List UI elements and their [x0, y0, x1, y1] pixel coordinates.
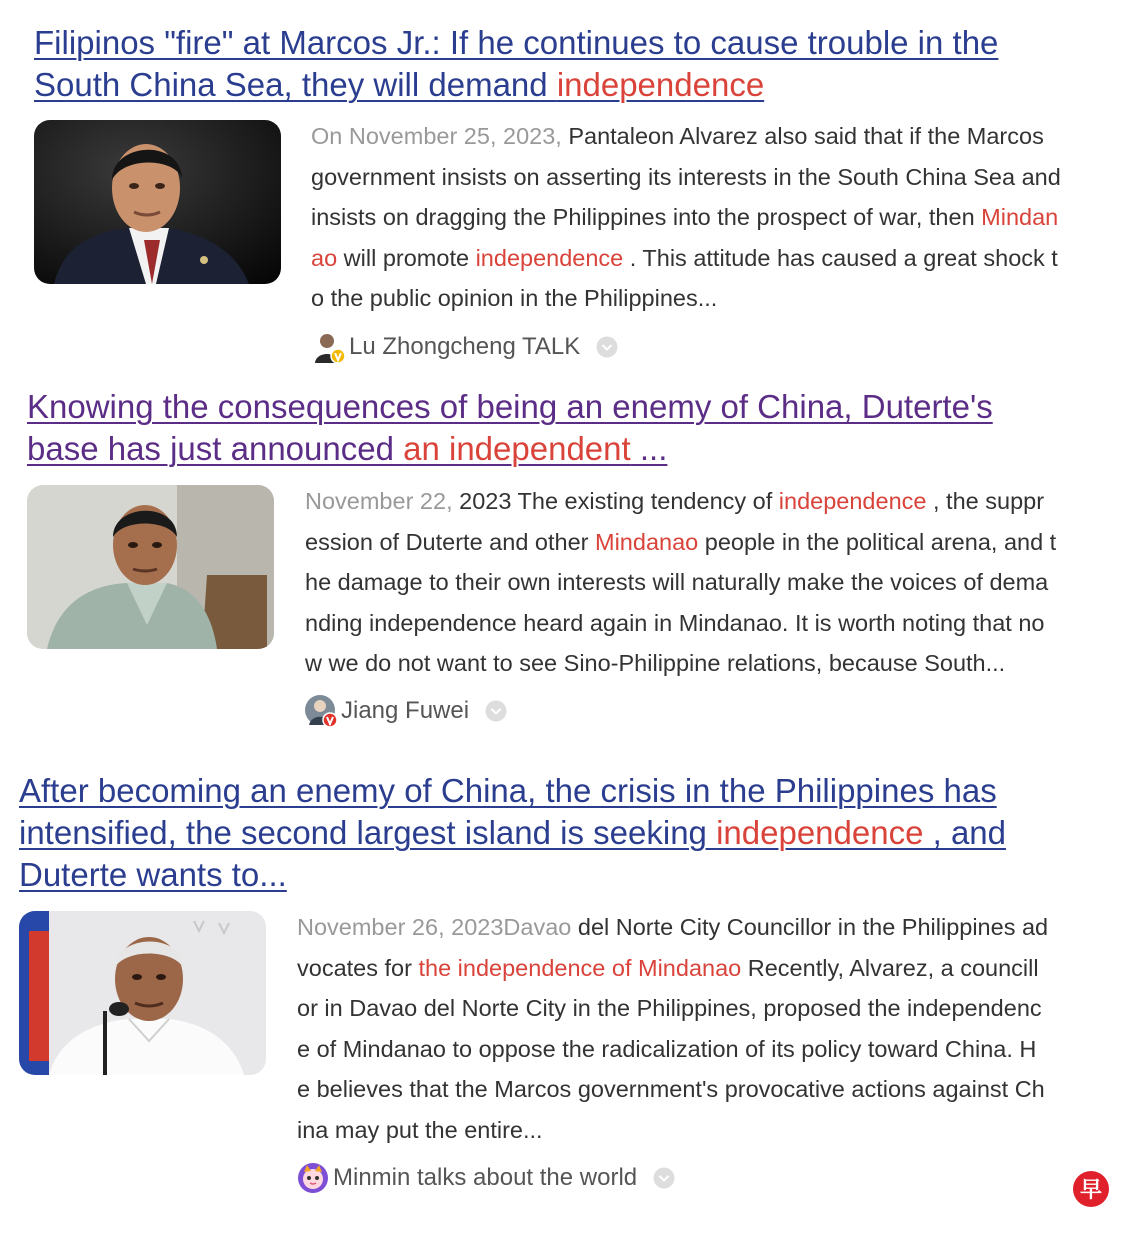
- snippet-text: nding independence heard again in Mindanao. It is worth noting that no: [305, 609, 1045, 636]
- result-thumbnail[interactable]: [27, 485, 274, 649]
- snippet-line: [297, 1029, 1048, 1070]
- snippet-highlight: Mindanao: [595, 528, 699, 555]
- snippet-date: November 26, 2023Davao: [297, 914, 572, 940]
- snippet-text: o the public opinion in the Philippines...: [311, 285, 718, 312]
- title-line: [34, 22, 998, 64]
- chevron-down-icon[interactable]: [653, 1167, 675, 1189]
- watermark-logo: [1072, 1170, 1110, 1208]
- svg-text:早: 早: [1079, 1178, 1103, 1203]
- title-line: [19, 770, 1006, 812]
- title-highlight: independence: [716, 814, 924, 851]
- verified-avatar-icon: [313, 331, 345, 363]
- snippet-line: [311, 197, 1061, 238]
- snippet-text: e believes that the Marcos government's provocative actions against Ch: [297, 1076, 1045, 1103]
- snippet-text: he damage to their own interests will naturally make the voices of dema: [305, 569, 1049, 596]
- avatar: [313, 331, 345, 363]
- snippet-text: 2023 The existing tendency of: [459, 488, 779, 514]
- snippet-text: . This attitude has caused a great shock t: [623, 244, 1058, 271]
- snippet-line: [305, 522, 1056, 563]
- snippet-line: [311, 238, 1061, 279]
- snippet-text: del Norte City Councillor in the Philippines ad: [571, 914, 1049, 940]
- snippet-highlight: Mindan: [981, 204, 1059, 231]
- title-text: , and: [923, 814, 1007, 851]
- snippet-line: [297, 1110, 1048, 1151]
- snippet-text: ession of Duterte and other: [305, 528, 596, 555]
- snippet-line: [305, 481, 1056, 522]
- result-thumbnail[interactable]: [19, 911, 266, 1075]
- title-line: [27, 428, 993, 470]
- source-name: Lu Zhongcheng TALK: [349, 333, 581, 360]
- snippet-text: will promote: [337, 244, 476, 271]
- title-line: [34, 64, 998, 106]
- title-text: Filipinos "fire" at Marcos Jr.: If he continues to cause trouble in the: [34, 24, 999, 61]
- snippet-line: [311, 116, 1061, 157]
- snippet-text: insists on dragging the Philippines into the prospect of war, then: [311, 204, 982, 231]
- avatar: [305, 695, 337, 727]
- title-text: South China Sea, they will demand: [34, 66, 557, 103]
- snippet-date: November 22,: [305, 488, 460, 514]
- snippet-text: or in Davao del Norte City in the Philippines, proposed the independenc: [297, 995, 1042, 1022]
- portrait-photo-icon: [19, 911, 266, 1075]
- title-text: base has just announced: [27, 430, 404, 467]
- verified-avatar-icon: [305, 695, 337, 727]
- snippet-line: [305, 643, 1056, 684]
- title-text: ...: [630, 430, 668, 467]
- snippet-highlight: ao: [311, 244, 338, 271]
- chevron-down-icon[interactable]: [485, 700, 507, 722]
- title-text: intensified, the second largest island is seeking: [19, 814, 717, 851]
- snippet-text: Recently, Alvarez, a councill: [741, 954, 1039, 981]
- snippet-text: e of Mindanao to oppose the radicalization of its policy toward China. H: [297, 1035, 1037, 1062]
- result-title-link[interactable]: [34, 22, 998, 106]
- result-source[interactable]: [313, 330, 618, 364]
- title-line: [19, 812, 1006, 854]
- snippet-highlight: independence: [475, 244, 624, 271]
- snippet-line: [305, 562, 1056, 603]
- snippet-line: [297, 1069, 1048, 1110]
- source-name: Minmin talks about the world: [333, 1164, 638, 1191]
- result-title-link[interactable]: [19, 770, 1006, 896]
- title-line: [19, 854, 1006, 896]
- snippet-text: w we do not want to see Sino-Philippine relations, because South...: [305, 650, 1006, 677]
- title-text: After becoming an enemy of China, the crisis in the Philippines has: [19, 772, 997, 809]
- snippet-line: [311, 157, 1061, 198]
- snippet-text: Pantaleon Alvarez also said that if the Marcos: [568, 123, 1044, 149]
- snippet-line: [297, 948, 1048, 989]
- snippet-text: ina may put the entire...: [297, 1116, 543, 1143]
- title-line: [27, 386, 993, 428]
- result-source[interactable]: [305, 694, 507, 728]
- title-highlight: an independent: [403, 430, 631, 467]
- portrait-photo-icon: [34, 120, 281, 284]
- portrait-photo-icon: [27, 485, 274, 649]
- source-name: Jiang Fuwei: [341, 697, 470, 724]
- snippet-text: government insists on asserting its interests in the South China Sea and: [311, 163, 1061, 190]
- result-snippet: [297, 907, 1048, 1151]
- result-snippet: [305, 481, 1056, 684]
- cartoon-avatar-icon: [297, 1162, 329, 1194]
- snippet-line: [311, 278, 1061, 319]
- snippet-line: [297, 907, 1048, 948]
- snippet-text: people in the political arena, and t: [698, 528, 1057, 555]
- title-highlight: independence: [556, 66, 765, 103]
- avatar: [297, 1162, 329, 1194]
- snippet-text: vocates for: [297, 954, 419, 981]
- chevron-down-icon[interactable]: [596, 336, 618, 358]
- title-text: Duterte wants to...: [19, 856, 287, 893]
- result-source[interactable]: [297, 1161, 675, 1195]
- snippet-text: , the suppr: [926, 488, 1045, 514]
- result-title-link[interactable]: [27, 386, 993, 470]
- snippet-highlight: independence: [778, 488, 927, 514]
- zaobao-logo-icon: [1072, 1170, 1110, 1208]
- snippet-line: [297, 988, 1048, 1029]
- result-snippet: [311, 116, 1061, 319]
- snippet-date: On November 25, 2023,: [311, 123, 569, 149]
- title-text: Knowing the consequences of being an enemy of China, Duterte's: [27, 388, 993, 425]
- snippet-highlight: the independence of Mindanao: [418, 954, 742, 981]
- snippet-line: [305, 603, 1056, 644]
- result-thumbnail[interactable]: [34, 120, 281, 284]
